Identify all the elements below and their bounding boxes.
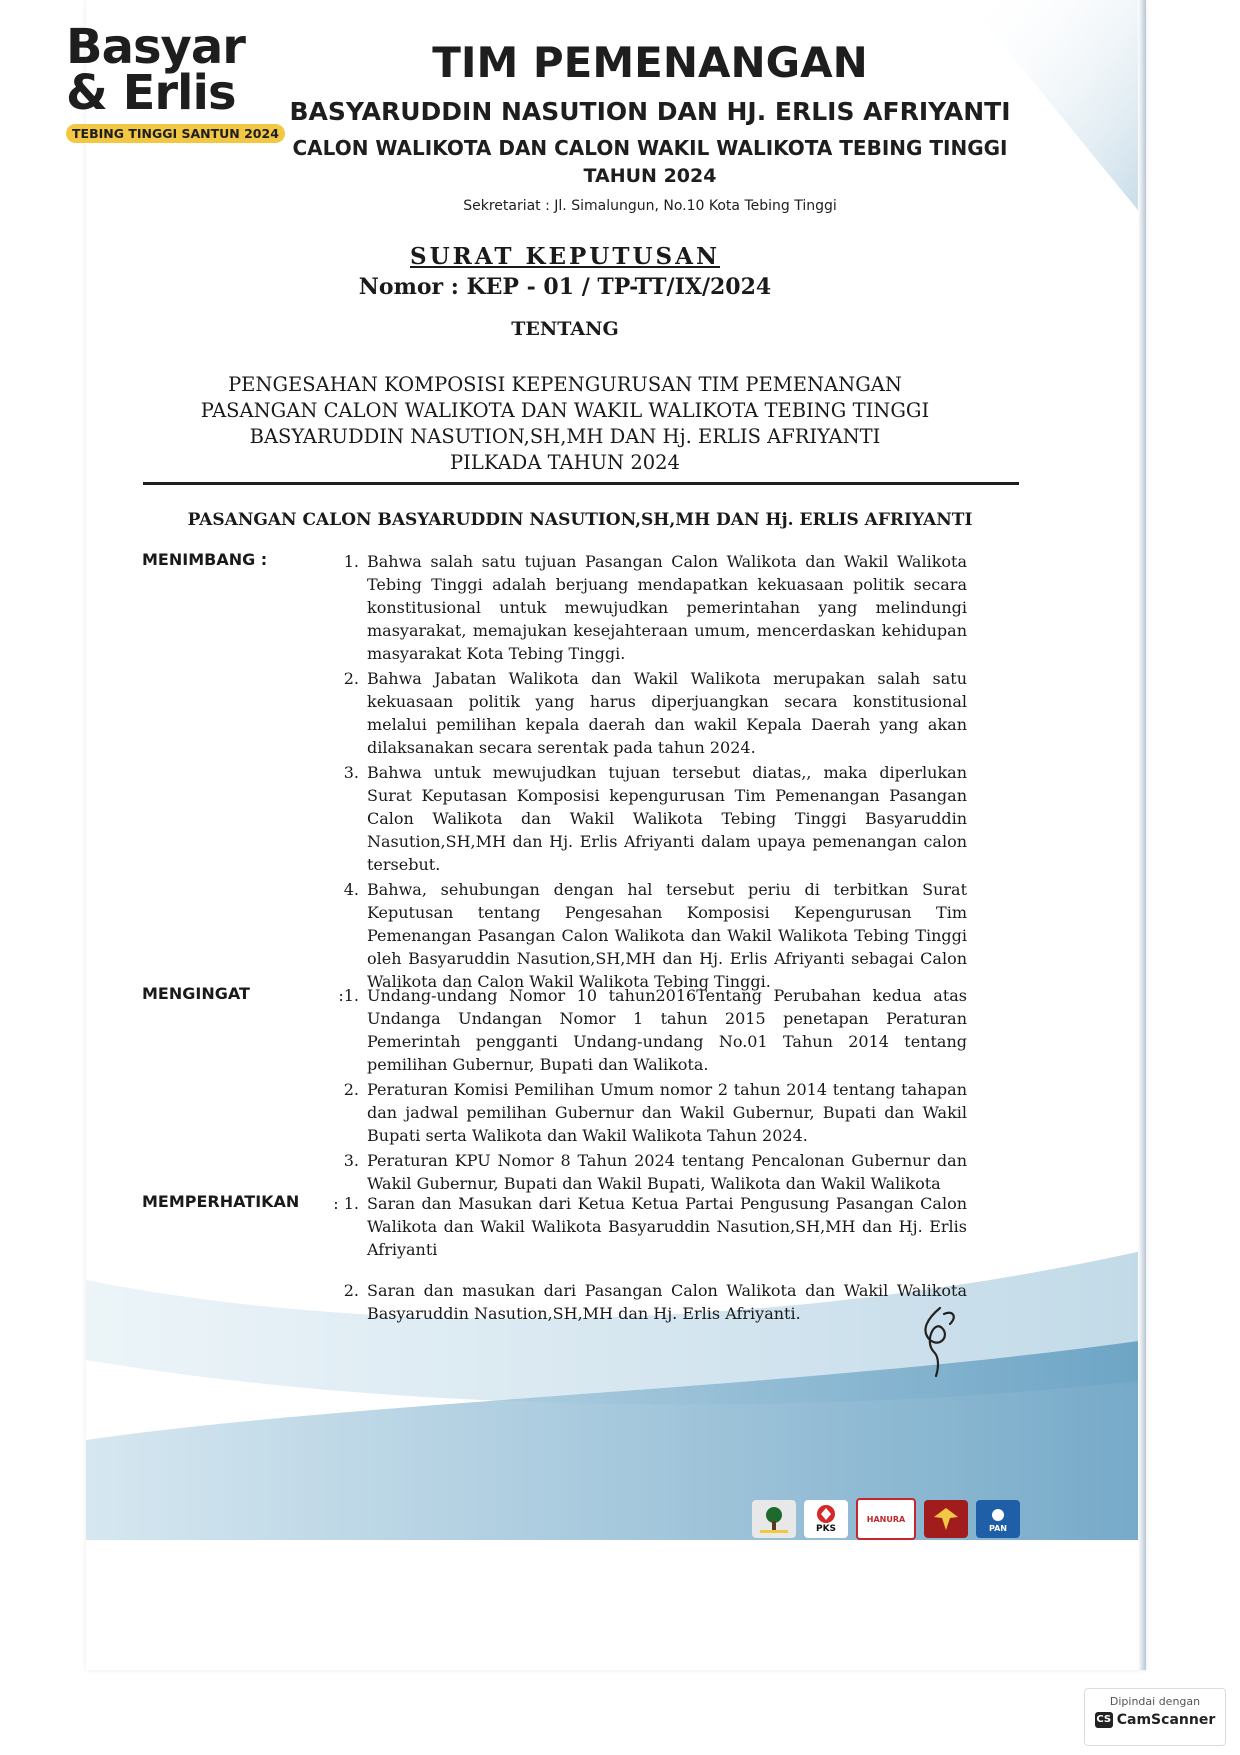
list-item xyxy=(327,667,967,759)
letterhead xyxy=(250,38,1050,218)
item-text: Saran dan masukan dari Pasangan Calon Walikota dan Wakil Walikota Basyaruddin Nasution,SH,MH dan Hj. Erlis Afriyanti. xyxy=(367,1281,967,1323)
list-item xyxy=(327,1279,967,1325)
gerindra-garuda-icon xyxy=(924,1500,968,1538)
letterhead-sekretariat: Sekretariat : Jl. Simalungun, No.10 Kota Tebing Tinggi xyxy=(463,198,837,214)
pan-label: PAN xyxy=(988,1523,1007,1533)
decree-title: SURAT KEPUTUSAN xyxy=(409,243,721,270)
item-text: Bahwa salah satu tujuan Pasangan Calon Walikota dan Wakil Walikota Tebing Tinggi adalah berjuang mendapatkan kekuasaan politik secara konstitusional untuk mewujudkan pemerintahan yang melindungi masyarakat, memajukan kesejahteraan umum, mencerdaskan kehidupan masyarakat Kota Tebing Tinggi. xyxy=(367,552,967,663)
item-number: 2. xyxy=(343,1281,359,1300)
item-number: 4. xyxy=(343,880,359,899)
golkar-tree-icon xyxy=(752,1500,796,1538)
item-text: Bahwa untuk mewujudkan tujuan tersebut diatas,, maka diperlukan Surat Keputasan Komposisi kepengurusan Tim Pemenangan Pasangan Calon Walikota dan Wakil Walikota Tebing Tinggi Basyaruddin Nasution,SH,MH dan Hj. Erlis Afriyanti dalam upaya pemenangan calon tersebut. xyxy=(367,763,967,874)
menimbang-label: MENIMBANG : xyxy=(142,550,268,569)
mengingat-list xyxy=(327,984,967,1197)
camscanner-name: CamScanner xyxy=(1116,1712,1216,1728)
camscanner-brand xyxy=(1085,1712,1225,1728)
item-number: 3. xyxy=(343,763,359,782)
pasangan-heading: PASANGAN CALON BASYARUDDIN NASUTION,SH,MH DAN Hj. ERLIS AFRIYANTI xyxy=(187,510,973,530)
horizontal-rule xyxy=(143,482,1019,485)
subject-line: PASANGAN CALON WALIKOTA DAN WAKIL WALIKOTA TEBING TINGGI xyxy=(200,399,930,422)
item-number: :1. xyxy=(338,986,359,1005)
list-item xyxy=(327,550,967,665)
hanura-icon xyxy=(856,1498,916,1540)
subject-line: PENGESAHAN KOMPOSISI KEPENGURUSAN TIM PEMENANGAN xyxy=(228,373,902,396)
item-number: 1. xyxy=(343,552,359,571)
camscanner-caption: Dipindai dengan xyxy=(1109,1695,1201,1708)
list-item xyxy=(327,984,967,1076)
item-number: 2. xyxy=(343,1080,359,1099)
hanura-label: HANURA xyxy=(866,1514,906,1524)
subject-line: BASYARUDDIN NASUTION,SH,MH DAN Hj. ERLIS AFRIYANTI xyxy=(249,425,881,448)
item-number: 2. xyxy=(343,669,359,688)
item-text: Peraturan KPU Nomor 8 Tahun 2024 tentang Pencalonan Gubernur dan Wakil Gubernur, Bupati dan Wakil Bupati, Walikota dan Wakil Walikota xyxy=(367,1151,967,1193)
logo-tagline: TEBING TINGGI SANTUN 2024 xyxy=(66,124,285,143)
memperhatikan-label: MEMPERHATIKAN xyxy=(142,1192,300,1211)
subject-line: PILKADA TAHUN 2024 xyxy=(450,451,680,474)
tentang-heading: TENTANG xyxy=(511,318,619,340)
logo-line-2: & Erlis xyxy=(66,65,236,121)
logo-line-1: Basyar xyxy=(66,19,245,75)
pks-label: PKS xyxy=(815,1524,837,1534)
item-number: 3. xyxy=(343,1151,359,1170)
paper-edge xyxy=(1138,0,1146,1670)
letterhead-title: TIM PEMENANGAN xyxy=(432,38,868,87)
menimbang-list xyxy=(327,550,967,995)
pan-sun-icon xyxy=(976,1500,1020,1538)
list-item xyxy=(327,1149,967,1195)
decree-subject xyxy=(180,372,950,476)
item-text: Bahwa Jabatan Walikota dan Wakil Walikota merupakan salah satu kekuasaan politik yang harus diperjuangkan secara konstitusional melalui pemilihan kepala daerah dan wakil Kepala Daerah yang akan dilaksanakan secara serentak pada tahun 2024. xyxy=(367,669,967,757)
item-text: Saran dan Masukan dari Ketua Ketua Partai Pengusung Pasangan Calon Walikota dan Wakil Walikota Basyaruddin Nasution,SH,MH dan Hj. Erlis Afriyanti xyxy=(367,1194,967,1259)
mengingat-label: MENGINGAT xyxy=(142,984,250,1003)
list-item xyxy=(327,761,967,876)
decree-heading xyxy=(240,242,890,302)
letterhead-year: TAHUN 2024 xyxy=(583,165,717,187)
memperhatikan-list xyxy=(327,1192,967,1327)
item-text: Peraturan Komisi Pemilihan Umum nomor 2 tahun 2014 tentang tahapan dan jadwal pemilihan Gubernur dan Wakil Gubernur, Bupati dan Wakil Bupati serta Walikota dan Wakil Walikota Tahun 2024. xyxy=(367,1080,967,1145)
item-text: Undang-undang Nomor 10 tahun2016Tentang Perubahan kedua atas Undanga Undangan Nomor 1 tahun 2015 penetapan Peraturan Pemerintah pengganti Undang-undang No.01 Tahun 2014 tentang pemilihan Gubernur, Bupati dan Walikota. xyxy=(367,986,967,1074)
item-number: : 1. xyxy=(333,1194,359,1213)
signature xyxy=(910,1300,980,1380)
pks-icon xyxy=(804,1500,848,1538)
letterhead-names: BASYARUDDIN NASUTION DAN HJ. ERLIS AFRIYANTI xyxy=(289,97,1011,126)
camscanner-watermark xyxy=(1084,1688,1226,1746)
item-text: Bahwa, sehubungan dengan hal tersebut periu di terbitkan Surat Keputusan tentang Pengesahan Komposisi Kepengurusan Tim Pemenangan Pasangan Calon Walikota dan Wakil Walikota Tebing Tinggi oleh Basyaruddin Nasution,SH,MH dan Hj. Erlis Afriyanti sebagai Calon Walikota dan Calon Wakil Walikota Tebing Tinggi. xyxy=(367,880,967,991)
camscanner-icon: CS xyxy=(1095,1712,1113,1728)
list-item xyxy=(327,1192,967,1261)
list-item xyxy=(327,878,967,993)
decree-number: Nomor : KEP - 01 / TP-TT/IX/2024 xyxy=(358,274,772,300)
list-item xyxy=(327,1078,967,1147)
party-logos xyxy=(752,1498,1020,1540)
letterhead-role: CALON WALIKOTA DAN CALON WAKIL WALIKOTA TEBING TINGGI xyxy=(292,136,1008,160)
